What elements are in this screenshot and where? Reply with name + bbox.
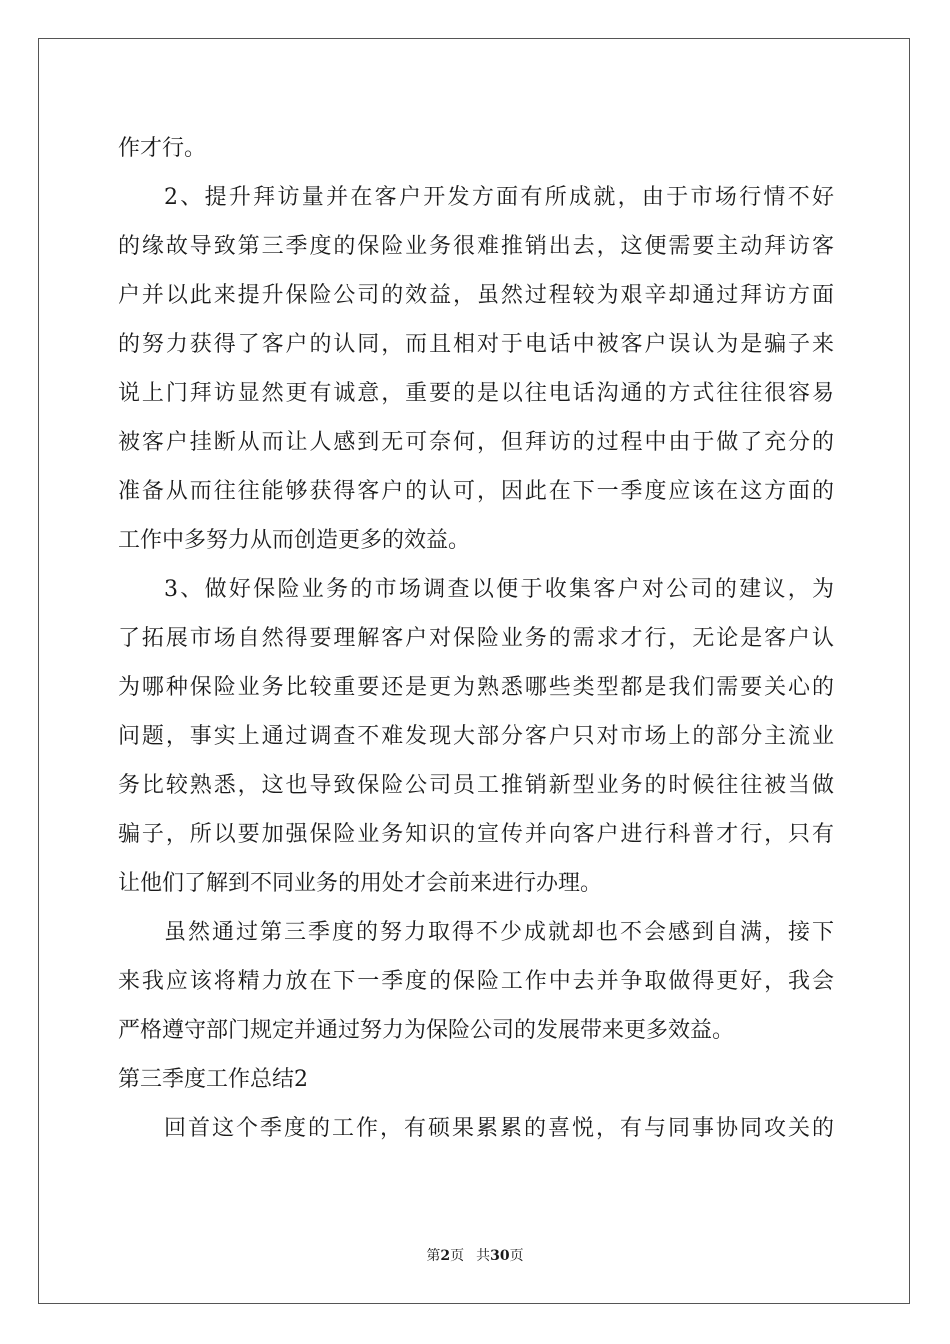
page-number: 2: [440, 1248, 451, 1264]
paragraph-line: 2、提升拜访量并在客户开发方面有所成就，由于市场行情不好: [164, 185, 834, 210]
page-prefix: 第: [426, 1248, 441, 1264]
paragraph-line: 了拓展市场自然得要理解客户对保险业务的需求才行，无论是客户认: [118, 626, 834, 651]
paragraph-line: 问题，事实上通过调查不难发现大部分客户只对市场上的部分主流业: [118, 724, 834, 749]
paragraph-line: 户并以此来提升保险公司的效益，虽然过程较为艰辛却通过拜访方面: [118, 283, 834, 308]
paragraph-line: 让他们了解到不同业务的用处才会前来进行办理。: [118, 871, 603, 896]
paragraph-line: 虽然通过第三季度的努力取得不少成就却也不会感到自满，接下: [164, 920, 834, 945]
paragraph-line: 严格遵守部门规定并通过努力为保险公司的发展带来更多效益。: [118, 1018, 735, 1043]
paragraph-line: 3、做好保险业务的市场调查以便于收集客户对公司的建议，为: [164, 577, 834, 602]
total-prefix: 共: [476, 1248, 491, 1264]
document-body: [118, 124, 834, 1153]
section-heading: 第三季度工作总结2: [118, 1067, 308, 1092]
paragraph-line: 的缘故导致第三季度的保险业务很难推销出去，这便需要主动拜访客: [118, 234, 834, 259]
paragraph-line: 的努力获得了客户的认同，而且相对于电话中被客户误认为是骗子来: [118, 332, 834, 357]
paragraph-line: 被客户挂断从而让人感到无可奈何，但拜访的过程中由于做了充分的: [118, 430, 834, 455]
paragraph-line: 回首这个季度的工作，有硕果累累的喜悦，有与同事协同攻关的: [164, 1116, 834, 1141]
page-suffix: 页: [450, 1248, 465, 1264]
page-footer: [0, 1245, 950, 1265]
paragraph-line: 为哪种保险业务比较重要还是更为熟悉哪些类型都是我们需要关心的: [118, 675, 834, 700]
paragraph-line: 准备从而往往能够获得客户的认可，因此在下一季度应该在这方面的: [118, 479, 834, 504]
paragraph-line: 务比较熟悉，这也导致保险公司员工推销新型业务的时候往往被当做: [118, 773, 834, 798]
paragraph-line: 骗子，所以要加强保险业务知识的宣传并向客户进行科普才行，只有: [118, 822, 834, 847]
paragraph-line: 工作中多努力从而创造更多的效益。: [118, 528, 471, 553]
paragraph-line: 作才行。: [118, 136, 207, 161]
paragraph-lines: [118, 124, 834, 1055]
total-suffix: 页: [509, 1248, 524, 1264]
paragraph-line: 来我应该将精力放在下一季度的保险工作中去并争取做得更好，我会: [118, 969, 834, 994]
total-pages: 30: [490, 1248, 510, 1264]
paragraph-line: 说上门拜访显然更有诚意，重要的是以往电话沟通的方式往往很容易: [118, 381, 834, 406]
